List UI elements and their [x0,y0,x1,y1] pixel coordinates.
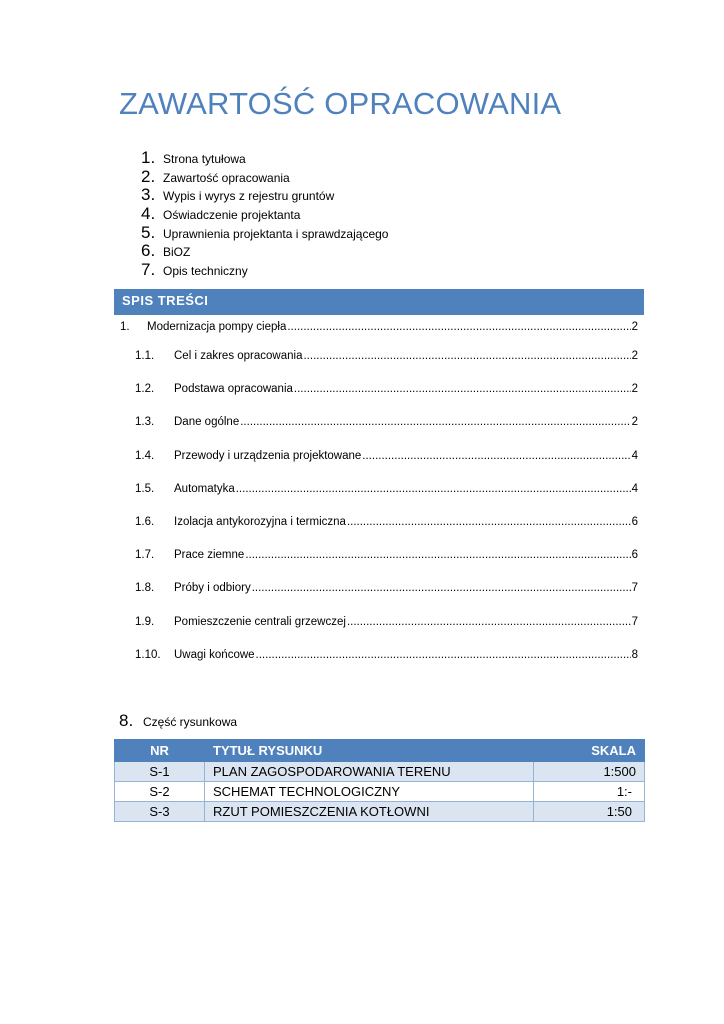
contents-item-number: 2. [141,166,156,186]
contents-item [141,260,388,279]
toc-entry[interactable] [135,450,638,462]
toc-entry-title: Pomieszczenie centrali grzewczej [174,616,346,628]
column-header-scale: SKALA [534,740,645,762]
toc-entry[interactable] [135,416,638,428]
toc-heading: SPIS TREŚCI [114,289,644,315]
contents-item-number: 3. [141,185,156,205]
contents-item-label: Wypis i wyrys z rejestru gruntów [163,189,335,204]
drawings-table [114,739,645,822]
toc-entry[interactable] [135,616,638,628]
toc-entry-number: 1. [120,321,130,333]
toc-entry[interactable] [135,649,638,661]
table-row [115,802,645,822]
toc-entry-title: Modernizacja pompy ciepła [147,321,287,333]
contents-item [141,185,388,204]
toc-entry-title: Prace ziemne [174,549,245,561]
toc-entry-page: 2 [631,321,638,333]
section-8-label: Część rysunkowa [143,715,238,729]
toc-entry-title: Podstawa opracowania [174,383,293,395]
toc-entry-page: 6 [631,549,638,561]
toc-entry-title: Uwagi końcowe [174,649,255,661]
toc-entry-number: 1.4. [135,450,155,462]
toc-entry-number: 1.10. [135,649,161,661]
toc-entry-page: 2 [631,416,638,428]
toc-leader-dots [256,649,631,661]
contents-item-number: 6. [141,241,156,261]
toc-entry-title: Automatyka [174,483,235,495]
contents-item-number: 1. [141,148,156,167]
toc-entry-title: Izolacja antykorozyjna i termiczna [174,516,346,528]
document-title: ZAWARTOŚĆ OPRACOWANIA [119,86,562,121]
toc-leader-dots [252,582,631,594]
toc-entry[interactable] [120,321,638,333]
toc-entry-page: 2 [631,383,638,395]
contents-item-label: Opis techniczny [163,264,248,279]
contents-item-label: Oświadczenie projektanta [163,208,301,223]
drawing-title: PLAN ZAGOSPODAROWANIA TERENU [205,762,534,782]
drawing-number: S-1 [115,762,205,782]
toc-entry-number: 1.9. [135,616,155,628]
toc-entry-number: 1.7. [135,549,155,561]
toc-entry-page: 2 [631,350,638,362]
toc-entry[interactable] [135,516,638,528]
toc-entry-page: 7 [631,582,638,594]
drawing-title: RZUT POMIESZCZENIA KOTŁOWNI [205,802,534,822]
toc-entry[interactable] [135,582,638,594]
contents-item-number: 4. [141,204,156,224]
toc-entry-number: 1.2. [135,383,155,395]
toc-entry-page: 7 [631,616,638,628]
toc-entry-number: 1.5. [135,483,155,495]
contents-list [141,148,388,279]
toc-entry-number: 1.1. [135,350,155,362]
toc-leader-dots [236,483,631,495]
table-row [115,782,645,802]
column-header-nr: NR [115,740,205,762]
contents-item [141,204,388,223]
toc-leader-dots [294,383,631,395]
contents-item [141,223,388,242]
toc-leader-dots [347,516,631,528]
contents-item [141,241,388,260]
toc-leader-dots [287,321,630,333]
toc-leader-dots [240,416,630,428]
toc-entry-title: Cel i zakres opracowania [174,350,303,362]
drawing-scale: 1:500 [534,762,645,782]
toc-entry-page: 6 [631,516,638,528]
contents-item-number: 5. [141,222,156,242]
toc-entry-number: 1.8. [135,582,155,594]
contents-item-label: Zawartość opracowania [163,170,290,185]
drawing-number: S-3 [115,802,205,822]
drawing-number: S-2 [115,782,205,802]
table-row [115,762,645,782]
toc-entry-page: 8 [631,649,638,661]
contents-item-label: Strona tytułowa [163,152,246,166]
toc-leader-dots [245,549,630,561]
toc-entry-title: Dane ogólne [174,416,240,428]
toc-entry[interactable] [135,549,638,561]
contents-item [141,148,388,167]
toc-leader-dots [303,350,630,362]
toc-leader-dots [347,616,631,628]
column-header-title: TYTUŁ RYSUNKU [205,740,534,762]
toc-entry[interactable] [135,483,638,495]
contents-item-label: BiOZ [163,245,191,260]
toc-entry[interactable] [135,383,638,395]
toc-entry-title: Próby i odbiory [174,582,251,594]
toc-entry-number: 1.3. [135,416,155,428]
drawing-scale: 1:50 [534,802,645,822]
drawings-table-header [115,740,645,762]
toc-entry-number: 1.6. [135,516,155,528]
contents-item [141,167,388,186]
contents-item-number: 7. [141,260,156,280]
drawing-scale: 1:- [534,782,645,802]
drawing-title: SCHEMAT TECHNOLOGICZNY [205,782,534,802]
toc-entry-page: 4 [631,483,638,495]
toc-entry-page: 4 [631,450,638,462]
section-8-number: 8. [119,711,134,730]
toc-entry[interactable] [135,350,638,362]
toc-leader-dots [362,450,630,462]
section-8-heading [119,711,237,731]
contents-item-label: Uprawnienia projektanta i sprawdzającego [163,226,389,241]
toc-entry-title: Przewody i urządzenia projektowane [174,450,362,462]
